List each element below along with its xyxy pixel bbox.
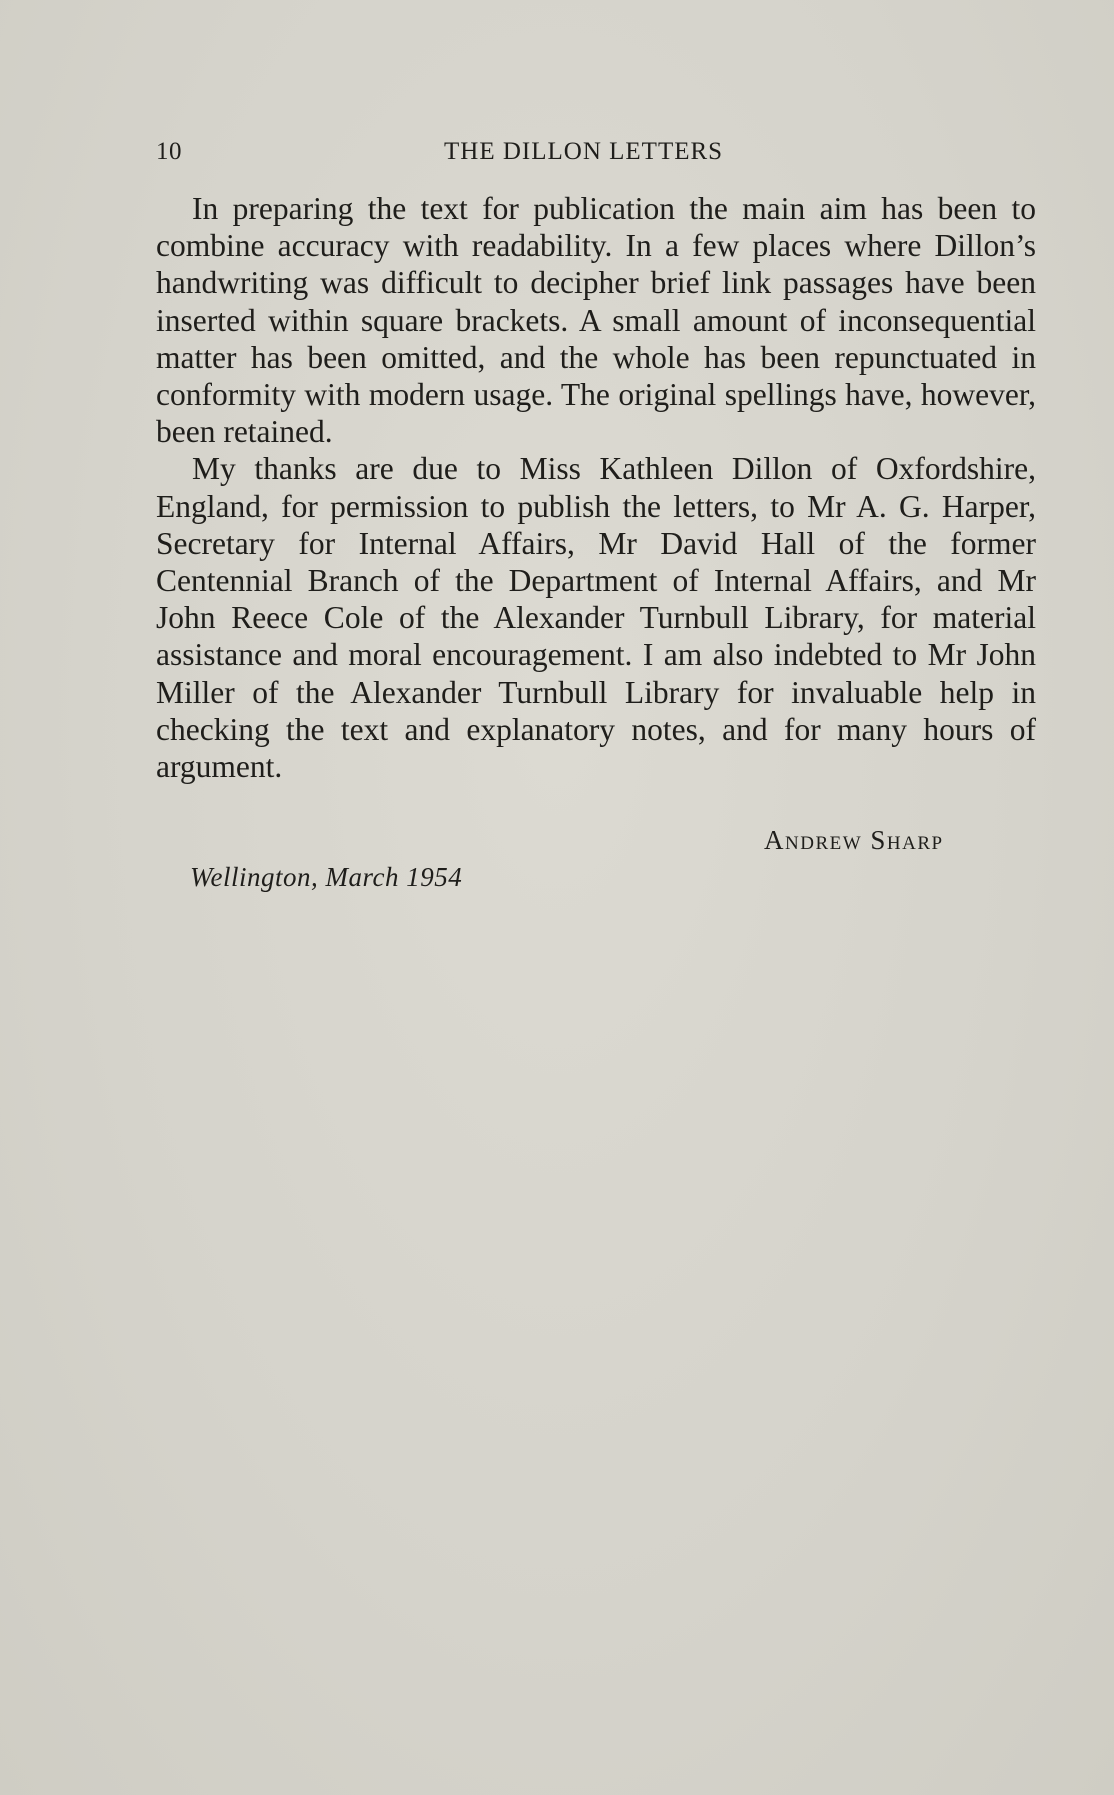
- author-signature: Andrew Sharp: [764, 825, 944, 855]
- running-title: THE DILLON LETTERS: [444, 138, 724, 165]
- page-number: 10: [156, 138, 182, 165]
- body-text: [156, 190, 1036, 785]
- running-head: [156, 138, 1036, 172]
- paragraph-editorial-method: In preparing the text for publication the main aim has been to combine accuracy with readability. In a few places where Dillon’s handwriting was difficult to decipher brief link passages have been inserted within square brackets. A small amount of inconsequential matter has been omitted, and the whole has been repunctuated in conformity with modern usage. The original spellings have, however, been retained.: [156, 191, 1036, 450]
- paragraph-acknowledgements: My thanks are due to Miss Kathleen Dillon of Oxfordshire, England, for permission to publish the letters, to Mr A. G. Harper, Secretary for Internal Affairs, Mr David Hall of the former Centennial Branch of the Department of Internal Affairs, and Mr John Reece Cole of the Alexander Turnbull Library, for material assistance and moral encouragement. I am also indebted to Mr John Miller of the Alexander Turnbull Library for invaluable help in checking the text and explanatory notes, and for many hours of argument.: [156, 451, 1036, 785]
- dateline: Wellington, March 1954: [190, 862, 463, 892]
